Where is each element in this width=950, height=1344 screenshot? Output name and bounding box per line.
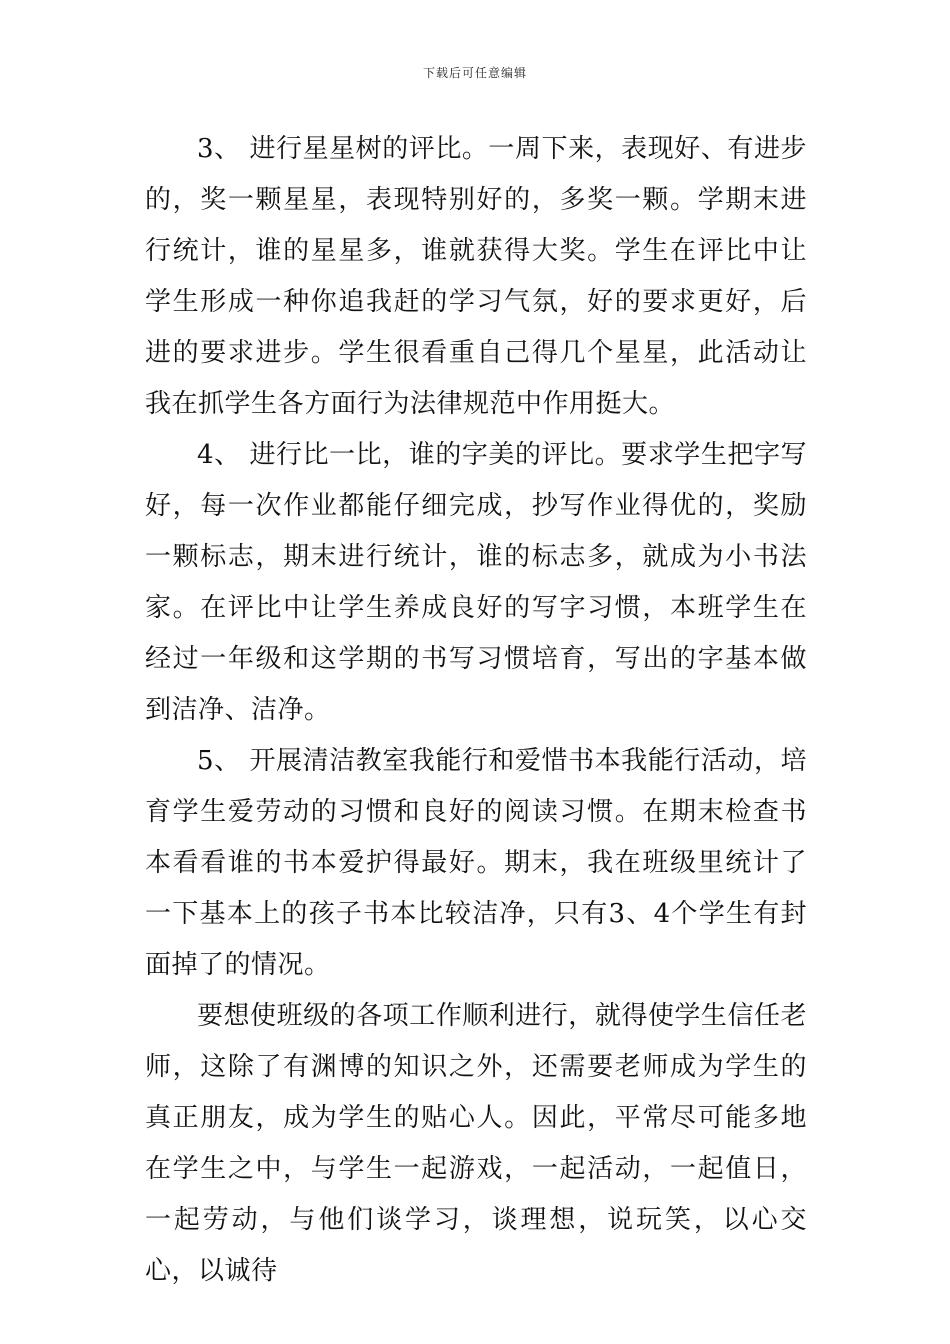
paragraph-item-4: 4、 进行比一比，谁的字美的评比。要求学生把字写好，每一次作业都能仔细完成，抄写作业得优的，奖励一颗标志，期末进行统计，谁的标志多，就成为小书法家。在评比中让学生养成良好的写字习惯，本班学生在经过一年级和这学期的书写习惯培育，写出的字基本做到洁净、洁净。	[145, 440, 807, 725]
paragraph-teacher-trust: 要想使班级的各项工作顺利进行，就得使学生信任老师，这除了有渊博的知识之外，还需要老师成为学生的真正朋友，成为学生的贴心人。因此，平常尽可能多地在学生之中，与学生一起游戏，一起活动，一起值日，一起劳动，与他们谈学习，谈理想，说玩笑，以心交心，以诚待	[145, 1001, 807, 1286]
paragraph-item-3: 3、 进行星星树的评比。一周下来，表现好、有进步的，奖一颗星星，表现特别好的，多奖一颗。学期末进行统计，谁的星星多，谁就获得大奖。学生在评比中让学生形成一种你追我赶的学习气氛，好的要求更好，后进的要求进步。学生很看重自己得几个星星，此活动让我在抓学生各方面行为法律规范中作用挺大。	[145, 134, 807, 419]
paragraph-item-5: 5、 开展清洁教室我能行和爱惜书本我能行活动，培育学生爱劳动的习惯和良好的阅读习惯。在期末检查书本看看谁的书本爱护得最好。期末，我在班级里统计了一下基本上的孩子书本比较洁净，只有3、4个学生有封面掉了的情况。	[145, 746, 807, 980]
page-header: 下载后可任意编辑	[422, 66, 527, 80]
document-body	[145, 124, 807, 1297]
